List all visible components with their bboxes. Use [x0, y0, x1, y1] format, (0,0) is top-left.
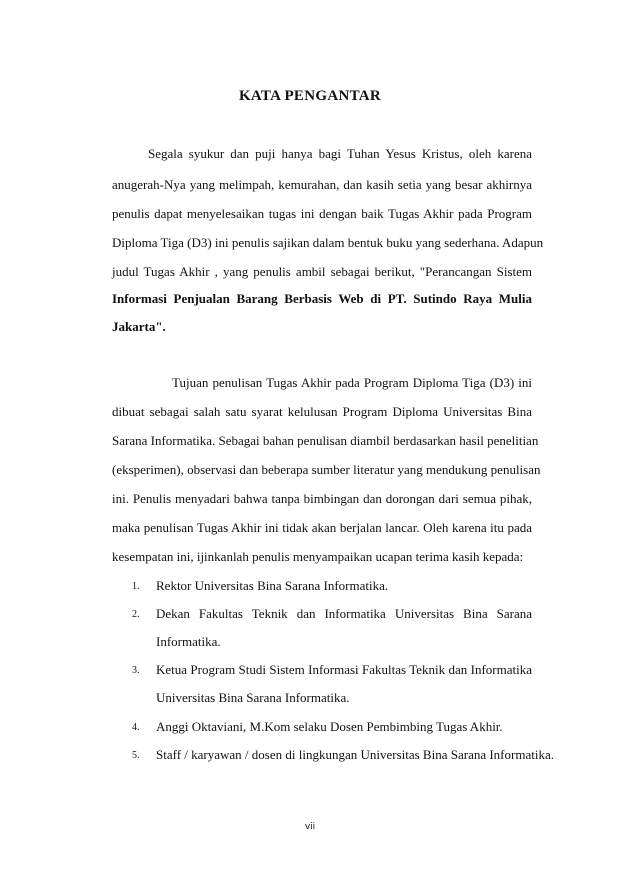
paragraph-2-line-1: Tujuan penulisan Tugas Akhir pada Program Diploma Tiga (D3) ini — [172, 375, 532, 390]
list-item-3-line-2: Universitas Bina Sarana Informatika. — [156, 690, 350, 705]
paragraph-2-line-4: (eksperimen), observasi dan beberapa sumber literatur yang mendukung penulisan — [112, 462, 541, 477]
list-number-5: 5. — [132, 750, 140, 761]
paragraph-2-line-5: ini. Penulis menyadari bahwa tanpa bimbingan dan dorongan dari semua pihak, — [112, 491, 532, 506]
list-number-4: 4. — [132, 722, 140, 733]
list-item-1: Rektor Universitas Bina Sarana Informatika. — [156, 578, 389, 593]
list-item-5: Staff / karyawan / dosen di lingkungan Universitas Bina Sarana Informatika. — [156, 747, 554, 762]
paragraph-1-line-7: Jakarta". — [112, 319, 166, 334]
list-number-2: 2. — [132, 609, 140, 620]
list-item-4: Anggi Oktaviani, M.Kom selaku Dosen Pembimbing Tugas Akhir. — [156, 719, 503, 734]
paragraph-2-line-2: dibuat sebagai salah satu syarat kelulusan Program Diploma Universitas Bina — [112, 404, 532, 419]
page-title: KATA PENGANTAR — [238, 88, 382, 104]
paragraph-1-line-5: judul Tugas Akhir , yang penulis ambil sebagai berikut, "Perancangan Sistem — [112, 264, 532, 279]
paragraph-1-line-6: Informasi Penjualan Barang Berbasis Web di PT. Sutindo Raya Mulia — [112, 291, 532, 306]
paragraph-1-line-3: penulis dapat menyelesaikan tugas ini dengan baik Tugas Akhir pada Program — [112, 206, 532, 221]
paragraph-1-line-4: Diploma Tiga (D3) ini penulis sajikan dalam bentuk buku yang sederhana. Adapun — [112, 235, 544, 250]
page-number: vii — [304, 822, 316, 832]
list-item-2-line-1: Dekan Fakultas Teknik dan Informatika Universitas Bina Sarana — [156, 606, 532, 621]
paragraph-2-line-3: Sarana Informatika. Sebagai bahan penulisan diambil berdasarkan hasil penelitian — [112, 433, 539, 448]
paragraph-1-line-1: Segala syukur dan puji hanya bagi Tuhan Yesus Kristus, oleh karena — [148, 146, 532, 161]
list-item-3-line-1: Ketua Program Studi Sistem Informasi Fakultas Teknik dan Informatika — [156, 662, 532, 677]
paragraph-2-line-6: maka penulisan Tugas Akhir ini tidak akan berjalan lancar. Oleh karena itu pada — [112, 520, 532, 535]
list-item-2-line-2: Informatika. — [156, 634, 221, 649]
paragraph-1-line-2: anugerah-Nya yang melimpah, kemurahan, dan kasih setia yang besar akhirnya — [112, 177, 532, 192]
paragraph-2-line-7: kesempatan ini, ijinkanlah penulis menyampaikan ucapan terima kasih kepada: — [112, 549, 524, 564]
list-number-3: 3. — [132, 665, 140, 676]
list-number-1: 1. — [132, 581, 140, 592]
